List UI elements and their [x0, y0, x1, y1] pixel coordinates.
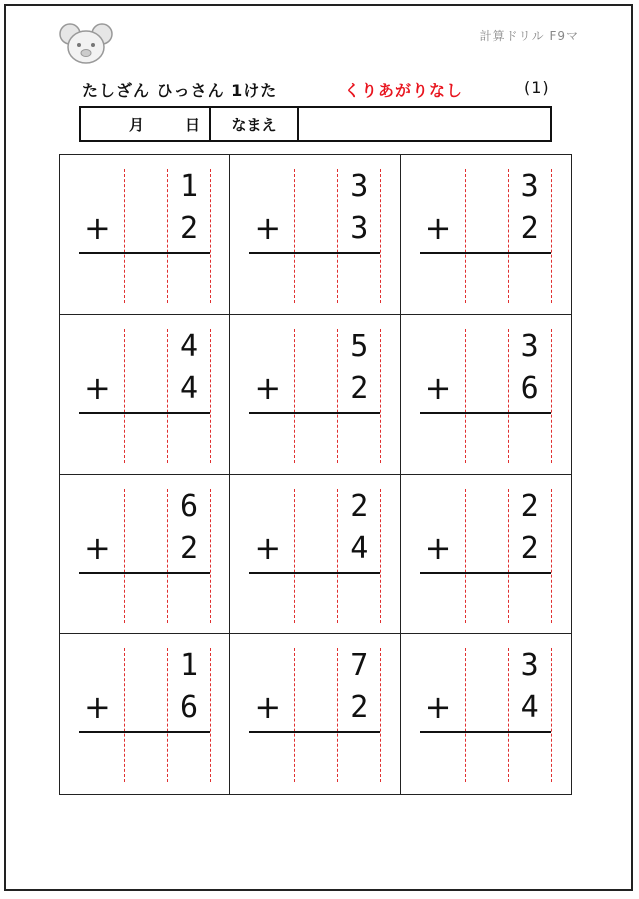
guide-line	[167, 169, 168, 303]
guide-line	[167, 648, 168, 782]
problem-cell	[230, 634, 400, 794]
title-subtitle: くりあがりなし	[344, 81, 464, 100]
worksheet-title	[82, 78, 562, 102]
answer-line	[249, 572, 380, 574]
guide-line	[294, 329, 295, 463]
guide-line	[380, 489, 381, 623]
guide-line	[465, 489, 466, 623]
plus-sign: +	[84, 528, 111, 567]
guide-line	[210, 648, 211, 782]
name-date-box	[79, 106, 552, 142]
answer-line	[79, 572, 210, 574]
problem-cell	[60, 315, 230, 475]
guide-line	[167, 489, 168, 623]
top-digit: 2	[350, 488, 369, 524]
plus-sign: +	[254, 688, 282, 727]
answer-line	[420, 252, 551, 254]
guide-line	[124, 648, 125, 782]
bear-logo-icon	[58, 22, 114, 66]
plus-sign: +	[254, 368, 282, 407]
guide-line	[337, 489, 338, 623]
problem-cell	[401, 315, 571, 475]
bottom-digit: 4	[179, 370, 199, 406]
problem-grid	[59, 154, 572, 795]
guide-line	[294, 489, 295, 623]
plus-sign: +	[254, 209, 282, 247]
date-field[interactable]	[81, 108, 211, 140]
bottom-digit: 2	[350, 370, 369, 406]
top-digit: 3	[520, 328, 539, 364]
guide-line	[508, 329, 509, 463]
guide-line	[124, 489, 125, 623]
problem-cell	[401, 475, 571, 635]
answer-line	[420, 731, 551, 733]
answer-line	[79, 412, 210, 414]
month-label: 月	[129, 115, 145, 134]
bottom-digit: 2	[179, 530, 199, 566]
bottom-digit: 4	[520, 690, 539, 726]
top-digit: 7	[350, 648, 369, 684]
top-digit: 2	[520, 488, 539, 524]
guide-line	[294, 169, 295, 303]
bottom-digit: 4	[350, 530, 369, 566]
answer-line	[79, 252, 210, 254]
bottom-digit: 3	[350, 211, 369, 246]
problem-cell	[230, 315, 400, 475]
problem-cell	[401, 634, 571, 794]
guide-line	[551, 489, 552, 623]
guide-line	[337, 329, 338, 463]
guide-line	[210, 169, 211, 303]
problem-cell	[60, 155, 230, 315]
problem-cell	[230, 155, 400, 315]
guide-line	[465, 329, 466, 463]
answer-line	[249, 731, 380, 733]
plus-sign: +	[84, 368, 111, 407]
plus-sign: +	[84, 209, 111, 247]
guide-line	[551, 329, 552, 463]
guide-line	[508, 489, 509, 623]
problem-cell	[60, 475, 230, 635]
brand-label: 計算ドリル F9マ	[479, 29, 579, 43]
bottom-digit: 2	[179, 211, 199, 246]
guide-line	[465, 169, 466, 303]
answer-line	[79, 731, 210, 733]
name-field[interactable]	[299, 108, 550, 140]
bottom-digit: 2	[520, 211, 539, 246]
answer-line	[249, 412, 380, 414]
top-digit: 5	[350, 328, 369, 364]
answer-line	[420, 572, 551, 574]
top-digit: 1	[179, 648, 199, 684]
plus-sign: +	[424, 368, 452, 407]
plus-sign: +	[424, 209, 452, 247]
top-digit: 3	[520, 169, 539, 204]
guide-line	[551, 169, 552, 303]
plus-sign: +	[254, 528, 282, 567]
title-main: たしざん ひっさん 1けた	[82, 81, 278, 100]
problem-cell	[401, 155, 571, 315]
top-digit: 3	[350, 169, 369, 204]
bottom-digit: 6	[520, 370, 539, 406]
bottom-digit: 2	[520, 530, 539, 566]
bottom-digit: 2	[350, 690, 369, 726]
problem-cell	[230, 475, 400, 635]
top-digit: 4	[179, 328, 199, 364]
plus-sign: +	[84, 688, 111, 727]
guide-line	[551, 648, 552, 782]
guide-line	[337, 169, 338, 303]
guide-line	[380, 648, 381, 782]
guide-line	[167, 329, 168, 463]
name-label: なまえ	[211, 108, 299, 140]
guide-line	[380, 169, 381, 303]
guide-line	[124, 329, 125, 463]
guide-line	[294, 648, 295, 782]
answer-line	[420, 412, 551, 414]
guide-line	[465, 648, 466, 782]
worksheet-number: (1)	[524, 78, 550, 97]
guide-line	[508, 169, 509, 303]
guide-line	[337, 648, 338, 782]
guide-line	[124, 169, 125, 303]
answer-line	[249, 252, 380, 254]
problem-cell	[60, 634, 230, 794]
bottom-digit: 6	[179, 690, 199, 726]
top-digit: 1	[179, 169, 199, 204]
guide-line	[210, 489, 211, 623]
top-digit: 6	[179, 488, 199, 524]
top-digit: 3	[520, 648, 539, 684]
day-label: 日	[185, 115, 201, 134]
guide-line	[508, 648, 509, 782]
plus-sign: +	[424, 688, 452, 727]
plus-sign: +	[424, 528, 452, 567]
guide-line	[210, 329, 211, 463]
guide-line	[380, 329, 381, 463]
